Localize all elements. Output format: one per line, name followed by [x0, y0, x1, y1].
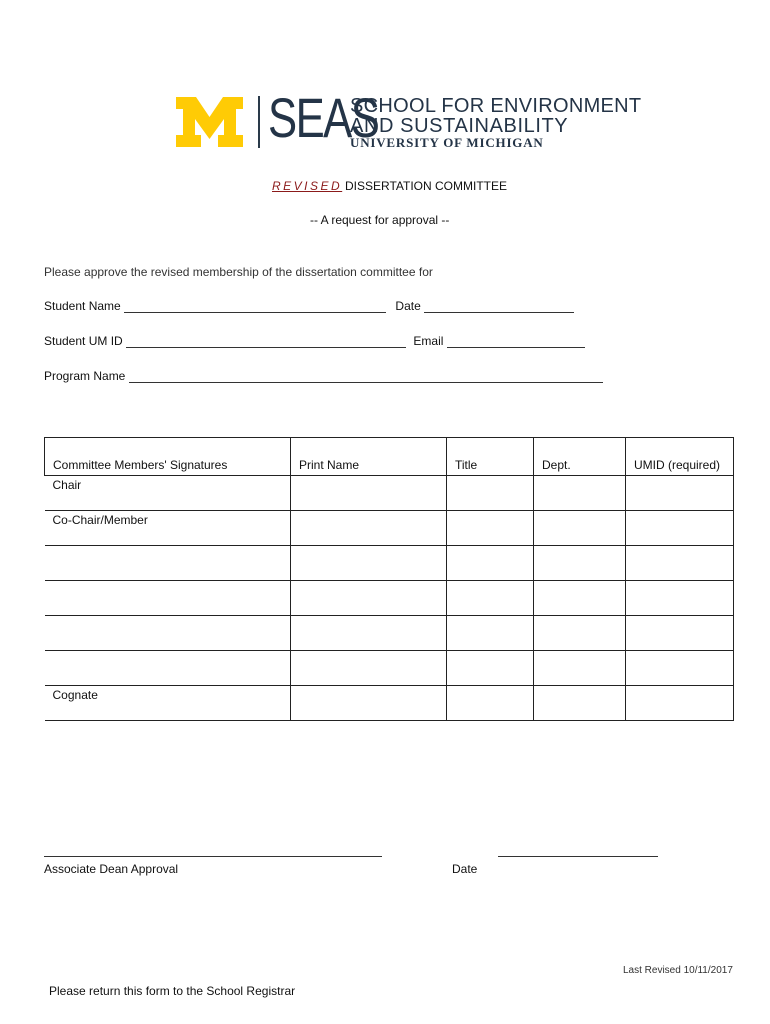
table-row [45, 651, 734, 686]
return-instructions: Please return this form to the School Registrar [49, 984, 296, 998]
title-cell[interactable] [447, 581, 534, 616]
program-name-row [44, 369, 603, 383]
column-header-umid: UMID (required) [626, 438, 734, 476]
print-name-cell[interactable] [291, 651, 447, 686]
column-header-print-name: Print Name [291, 438, 447, 476]
print-name-cell[interactable] [291, 686, 447, 721]
column-header-title: Title [447, 438, 534, 476]
dean-approval-label: Associate Dean Approval [44, 862, 179, 876]
umid-cell[interactable] [626, 651, 734, 686]
last-revised-note: Last Revised 10/11/2017 [623, 965, 733, 976]
dept-cell[interactable] [534, 581, 626, 616]
signature-cell[interactable] [45, 686, 291, 721]
university-name: UNIVERSITY OF MICHIGAN [350, 135, 544, 150]
dept-cell[interactable] [534, 476, 626, 511]
seas-wordmark: SEAS [268, 86, 379, 149]
student-id-row [44, 334, 585, 348]
signature-cell[interactable] [45, 616, 291, 651]
signature-cell[interactable] [45, 476, 291, 511]
title-cell[interactable] [447, 476, 534, 511]
row-label [53, 546, 283, 548]
seas-logo [176, 86, 642, 154]
print-name-cell[interactable] [291, 581, 447, 616]
row-label [53, 651, 283, 653]
form-title: DISSERTATION COMMITTEE [345, 179, 508, 193]
revised-label: REVISED [272, 179, 343, 193]
title-cell[interactable] [447, 651, 534, 686]
email-label: Email [413, 334, 444, 348]
title-cell[interactable] [447, 511, 534, 546]
dept-cell[interactable] [534, 511, 626, 546]
row-label [53, 581, 283, 583]
signature-cell[interactable] [45, 581, 291, 616]
table-header-row [45, 438, 734, 476]
date-field[interactable] [424, 300, 574, 313]
umid-cell[interactable] [626, 511, 734, 546]
print-name-cell[interactable] [291, 616, 447, 651]
title-cell[interactable] [447, 686, 534, 721]
signature-cell[interactable] [45, 546, 291, 581]
dean-signature-line[interactable] [44, 856, 382, 857]
row-label-co-chair: Co-Chair/Member [52, 513, 148, 527]
student-um-id-label: Student UM ID [44, 334, 123, 348]
print-name-cell[interactable] [291, 546, 447, 581]
dept-cell[interactable] [534, 651, 626, 686]
program-name-field[interactable] [129, 370, 603, 383]
table-row [45, 686, 734, 721]
dept-cell[interactable] [534, 546, 626, 581]
dept-cell[interactable] [534, 616, 626, 651]
umid-cell[interactable] [626, 476, 734, 511]
program-name-label: Program Name [44, 369, 126, 383]
table-row [45, 511, 734, 546]
print-name-cell[interactable] [291, 476, 447, 511]
table-row [45, 546, 734, 581]
column-header-dept: Dept. [534, 438, 626, 476]
table-row [45, 476, 734, 511]
umid-cell[interactable] [626, 616, 734, 651]
approval-date-line[interactable] [498, 856, 658, 857]
email-field[interactable] [447, 335, 585, 348]
student-name-label: Student Name [44, 299, 121, 313]
student-name-field[interactable] [124, 300, 386, 313]
umid-cell[interactable] [626, 686, 734, 721]
student-um-id-field[interactable] [126, 335, 406, 348]
table-row [45, 616, 734, 651]
school-name-line2: AND SUSTAINABILITY [350, 115, 569, 137]
block-m-logo [176, 97, 243, 147]
dept-cell[interactable] [534, 686, 626, 721]
title-cell[interactable] [447, 546, 534, 581]
committee-table [44, 437, 734, 721]
logo-divider [258, 96, 260, 148]
table-row [45, 581, 734, 616]
signature-cell[interactable] [45, 651, 291, 686]
approval-date-label: Date [452, 862, 478, 876]
row-label-chair: Chair [52, 478, 82, 492]
title-cell[interactable] [447, 616, 534, 651]
date-label: Date [395, 299, 421, 313]
row-label [53, 616, 283, 618]
form-subtitle: -- A request for approval -- [310, 213, 450, 227]
umid-cell[interactable] [626, 546, 734, 581]
row-label-cognate: Cognate [52, 688, 98, 702]
intro-text: Please approve the revised membership of the dissertation committee for [44, 265, 433, 279]
school-name-line1: SCHOOL FOR ENVIRONMENT [350, 95, 642, 117]
print-name-cell[interactable] [291, 511, 447, 546]
column-header-signatures: Committee Members' Signatures [45, 438, 291, 476]
student-name-row [44, 299, 574, 313]
umid-cell[interactable] [626, 581, 734, 616]
signature-cell[interactable] [45, 511, 291, 546]
